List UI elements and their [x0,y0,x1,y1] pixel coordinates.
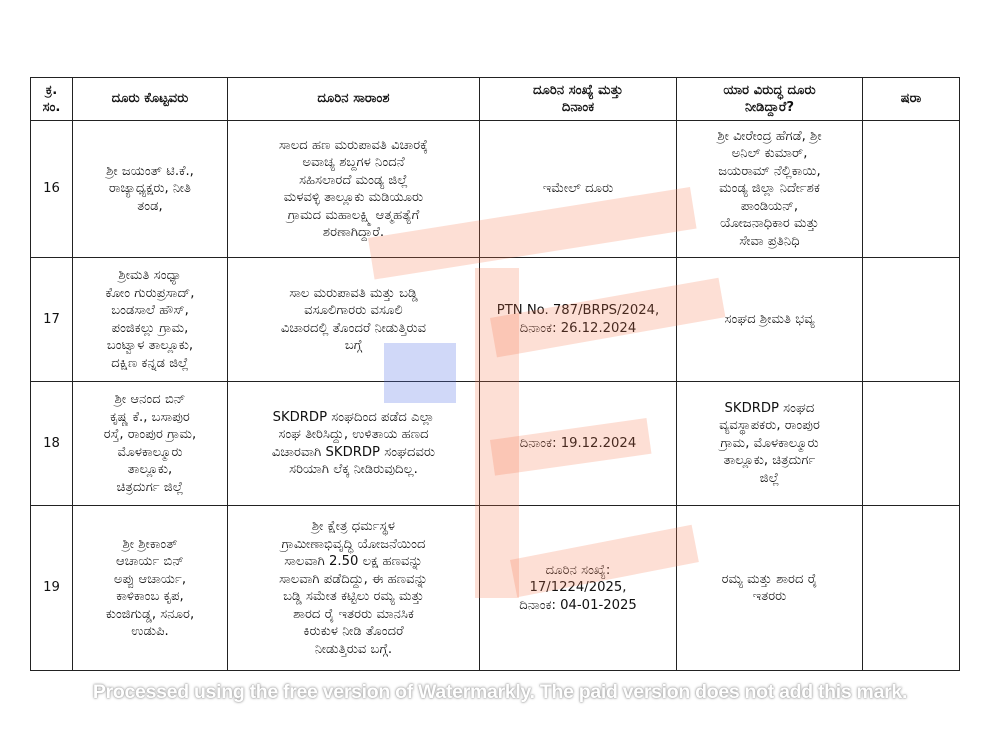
cell-complaint-number-line: ದೂರಿನ ಸಂಖ್ಯೆ: [545,562,611,578]
cell-complaint-number-line: 17/1224/2025, [529,580,627,596]
cell-summary-line: ಸಾಲವಾಗಿ ಪಡೆದಿದ್ದು, ಈ ಹಣವನ್ನು [279,571,428,587]
cell-against [677,258,863,382]
cell-complainant [73,121,228,258]
cell-summary-line: ಸರಿಯಾಗಿ ಲೆಕ್ಕ ನೀಡಿರುವುದಿಲ್ಲ. [289,462,418,477]
cell-complainant-line: ಶ್ರೀ ಆನಂದ ಬಿನ್ [114,392,186,407]
cell-complainant-line: ಕೋಂ ಗುರುಪ್ರಸಾದ್, [105,285,195,301]
cell-against-line: ಇತರರು [752,589,787,604]
cell-complainant-line: ಕಾಳಿಕಾಂಬ ಕೃಪ, [116,589,184,604]
cell-summary [228,382,480,506]
cell-summary-line: ಸಂಘ ತೀರಿಸಿದ್ದು, ಉಳಿತಾಯ ಹಣದ [278,427,429,442]
cell-against-line: ಶ್ರೀ ವೀರೇಂದ್ರ ಹೆಗಡೆ, ಶ್ರೀ [717,128,822,144]
cell-complainant-line: ಬಂಟ್ವಾಳ ತಾಲ್ಲೂಕು, [106,338,194,353]
cell-against-line: ವ್ಯವಸ್ಥಾಪಕರು, ರಾಂಪುರ [719,418,820,434]
cell-summary-line: SKDRDP ಸಂಘದಿಂದ ಪಡೆದ ಎಲ್ಲಾ [272,409,435,425]
cell-remarks [863,382,960,506]
table-row [31,258,960,382]
cell-complainant-line: ರಸ್ತೆ, ರಾಂಪುರ ಗ್ರಾಮ, [103,427,197,442]
cell-summary [228,121,480,258]
header-summary: ದೂರಿನ ಸಾರಾಂಶ [228,78,480,121]
cell-complainant [73,382,228,506]
cell-complainant-line: ಆಚಾರ್ಯ ಬಿನ್ [116,554,184,569]
table-row [31,506,960,671]
cell-against-line: ಜಯರಾಮ್ ನೆಲ್ಲಿಕಾಯಿ, [718,163,821,179]
cell-complainant-line: ಉಡುಪಿ. [131,624,169,639]
cell-summary [228,258,480,382]
cell-serial-no: 19 [31,506,73,671]
cell-summary-line: ವಿಚಾರವಾಗಿ SKDRDP ಸಂಘದವರು [271,444,436,460]
cell-summary-line: ಶರಣಾಗಿದ್ದಾರೆ. [322,225,385,240]
cell-against-line: ಮಂಡ್ಯ ಜಿಲ್ಲಾ ನಿರ್ದೇಶಕ [719,181,820,197]
cell-summary-line: ಬಡ್ಡಿ ಸಮೇತ ಕಟ್ಟಿಲು ರಮ್ಯ ಮತ್ತು [283,589,424,604]
cell-complaint-number-line: ದಿನಾಂಕ: 04-01-2025 [519,597,637,613]
cell-remarks [863,258,960,382]
cell-summary-line: ವಸೂಲಿಗಾರರು ವಸೂಲಿ [304,303,403,318]
cell-serial-no: 16 [31,121,73,258]
cell-against-line: ಅನಿಲ್ ಕುಮಾರ್, [731,146,808,162]
table-header-row [31,78,960,121]
cell-summary-line: ಸಹಿಸಲಾರದೆ ಮಂಡ್ಯ ಜಿಲ್ಲೆ [299,172,408,188]
cell-against-line: ಯೋಜನಾಧಿಕಾರ ಮತ್ತು [720,216,819,232]
header-complaint-number [480,78,677,121]
cell-summary-line: ಶಾರದ ರೈ ಇತರರು ಮಾನಸಿಕ [293,606,414,622]
cell-summary-line: ಕಿರುಕುಳ ನೀಡಿ ತೊಂದರೆ [303,624,404,639]
cell-against [677,506,863,671]
cell-against-line: ಜಿಲ್ಲೆ [759,470,780,486]
header-complainant: ದೂರು ಕೊಟ್ಟವರು [73,78,228,121]
cell-complainant-line: ಕೃಷ್ಣ ಕೆ., ಬಸಾಪುರ [110,409,190,425]
cell-serial-no: 17 [31,258,73,382]
cell-complainant-line: ತಂಡ, [137,198,163,214]
cell-against-line: ತಾಲ್ಲೂಕು, ಚಿತ್ರದುರ್ಗ [723,453,816,469]
header-against [677,78,863,121]
cell-remarks [863,121,960,258]
header-complaint-number-line2: ದಿನಾಂಕ [561,100,595,115]
table-row [31,382,960,506]
table-row [31,121,960,258]
cell-complainant-line: ಚಿತ್ರದುರ್ಗ ಜಿಲ್ಲೆ [116,479,184,495]
cell-against-line: SKDRDP ಸಂಘದ [724,400,815,416]
header-complaint-number-line1: ದೂರಿನ ಸಂಖ್ಯೆ ಮತ್ತು [532,82,624,98]
complaints-table [30,77,960,671]
cell-complainant-line: ರಾಜ್ಯಾಧ್ಯಕ್ಷರು, ನೀತಿ [108,181,192,197]
cell-complainant-line: ಶ್ರೀ ಶ್ರೀಕಾಂತ್ [122,536,178,552]
cell-summary-line: ಸಾಲ ಮರುಪಾವತಿ ಮತ್ತು ಬಡ್ಡಿ [289,285,418,301]
header-remarks: ಷರಾ [863,78,960,121]
watermark-text: Processed using the free version of Watermarkly. The paid version does not add this mark. [92,681,908,703]
cell-complainant-line: ಕುಂಜಿಗುಡ್ಡ, ಸನೂರ, [105,606,195,622]
cell-complainant-line: ತಾಲ್ಲೂಕು, [127,462,173,477]
cell-against [677,121,863,258]
cell-complainant-line: ಶ್ರೀ ಜಯಂತ್ ಟಿ.ಕೆ., [106,163,194,179]
cell-complainant-line: ಬಂಡಸಾಲೆ ಹೌಸ್, [111,303,189,318]
cell-serial-no: 18 [31,382,73,506]
cell-complaint-number-line: ದಿನಾಂಕ: 19.12.2024 [519,435,637,451]
cell-complainant-line: ಮೊಳಕಾಲ್ಮೂರು [117,444,183,460]
cell-summary-line: ಗ್ರಾಮದ ಮಹಾಲಕ್ಷ್ಮಿ ಆತ್ಮಹತ್ಯೆಗೆ [287,207,420,223]
cell-summary-line: ಬಗ್ಗೆ [344,338,363,353]
cell-remarks [863,506,960,671]
cell-summary-line: ಸಾಲವಾಗಿ 2.50 ಲಕ್ಷ ಹಣವನ್ನು [284,554,423,569]
cell-summary-line: ವಿಚಾರದಲ್ಲಿ ತೊಂದರೆ ನೀಡುತ್ತಿರುವ [280,320,427,336]
header-against-line1: ಯಾರ ವಿರುದ್ಧ ದೂರು [723,82,816,98]
cell-complaint-number [480,258,677,382]
cell-complaint-number-line: PTN No. 787/BRPS/2024, [496,303,660,318]
cell-complainant-line: ಪಂಜಿಕಲ್ಲು ಗ್ರಾಮ, [111,320,189,336]
cell-against [677,382,863,506]
cell-summary-line: ಅವಾಚ್ಯ ಶಬ್ದಗಳ ನಿಂದನೆ [302,155,405,170]
cell-complaint-number-line: ದಿನಾಂಕ: 26.12.2024 [519,320,637,336]
cell-summary-line: ಸಾಲದ ಹಣ ಮರುಪಾವತಿ ವಿಚಾರಕ್ಕೆ [279,137,428,153]
cell-complaint-number [480,506,677,671]
cell-against-line: ಸಂಘದ ಶ್ರೀಮತಿ ಭವ್ಯ [724,311,815,327]
cell-against-line: ಪಾಂಡಿಯನ್, [740,198,799,214]
header-against-line2: ನೀಡಿದ್ದಾರೆ? [745,100,794,115]
cell-complainant [73,258,228,382]
cell-complaint-number [480,121,677,258]
header-serial-no: ಕ್ರ. ಸಂ. [31,78,73,121]
cell-summary-line: ಮಳವಳ್ಳಿ ತಾಲ್ಲೂಕು ಮಡಿಯೂರು [283,190,424,205]
cell-summary [228,506,480,671]
cell-summary-line: ಶ್ರೀ ಕ್ಷೇತ್ರ ಧರ್ಮಸ್ಥಳ [311,519,396,534]
cell-against-line: ಸೇವಾ ಪ್ರತಿನಿಧಿ [739,233,800,249]
cell-complaint-number-line: ಇಮೇಲ್ ದೂರು [542,181,614,197]
cell-complainant-line: ದಕ್ಷಿಣ ಕನ್ನಡ ಜಿಲ್ಲೆ [111,355,189,371]
cell-summary-line: ನೀಡುತ್ತಿರುವ ಬಗ್ಗೆ. [314,641,393,657]
cell-against-line: ರಮ್ಯ ಮತ್ತು ಶಾರದ ರೈ [721,571,818,587]
cell-complainant-line: ಅಪ್ಪು ಆಚಾರ್ಯ, [113,571,187,587]
cell-complainant-line: ಶ್ರೀಮತಿ ಸಂಧ್ಯಾ [118,268,182,283]
cell-summary-line: ಗ್ರಾಮೀಣಾಭಿವೃದ್ಧಿ ಯೋಜನೆಯಿಂದ [281,536,426,552]
cell-complainant [73,506,228,671]
cell-against-line: ಗ್ರಾಮ, ಮೊಳಕಾಲ್ಮೂರು [720,435,819,451]
cell-complaint-number [480,382,677,506]
